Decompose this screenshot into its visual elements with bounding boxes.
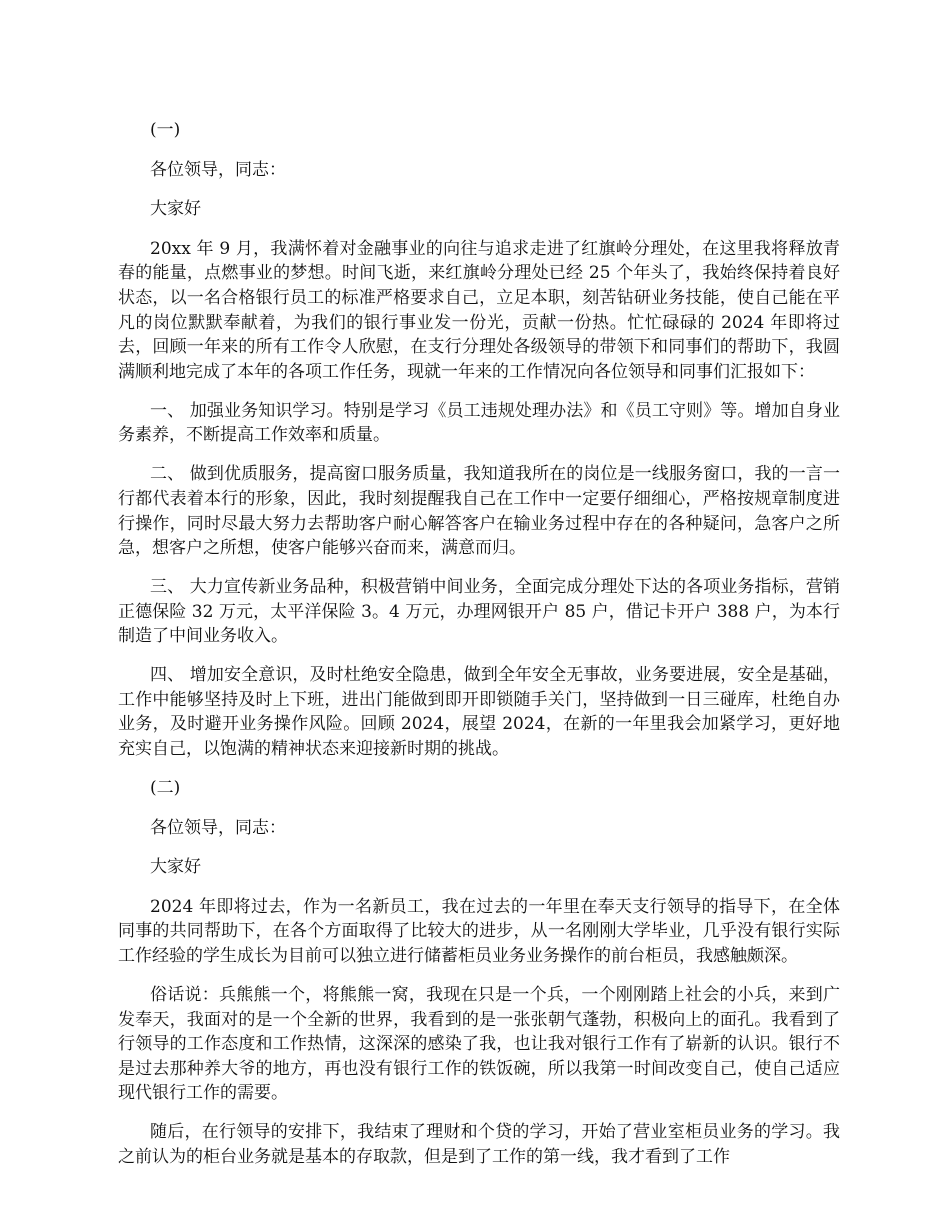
document-page: [118, 118, 840, 1184]
paragraph-body-1: 俗话说：兵熊熊一个，将熊熊一窝，我现在只是一个兵，一个刚刚踏上社会的小兵，来到广发奉天，我面对的是一个全新的世界，我看到的是一张张朝气蓬勃，积极向上的面孔。我看到了行领导的工作态度和工作热情，这深深的感染了我，也让我对银行工作有了崭新的认识。银行不是过去那种养大爷的地方，再也没有银行工作的铁饭碗，所以我第一时间改变自己，使自己适应现代银行工作的需要。: [118, 984, 840, 1104]
greeting-1: 大家好: [150, 199, 201, 220]
paragraph-body-2: 随后，在行领导的安排下，我结束了理财和个贷的学习，开始了营业室柜员业务的学习。我之前认为的柜台业务就是基本的存取款，但是到了工作的第一线，我才看到了工作: [118, 1122, 840, 1167]
paragraph-item-1: 一、 加强业务知识学习。特别是学习《员工违规处理办法》和《员工守则》等。增加自身业务素养，不断提高工作效率和质量。: [118, 400, 840, 446]
salutation-2: 各位领导，同志：: [150, 817, 286, 838]
paragraph-item-4: 四、 增加安全意识，及时杜绝安全隐患，做到全年安全无事故，业务要进展，安全是基础，工作中能够坚持及时上下班，进出门能做到即开即锁随手关门，坚持做到一日三碰库，杜绝自办业务，及时避开业务操作风险。回顾 2024，展望 2024，在新的一年里我会加紧学习，更好地充实自己，以饱满的精神状态来迎接新时期的挑战。: [118, 665, 840, 760]
paragraph-intro-1: 20xx 年 9 月，我满怀着对金融事业的向往与追求走进了红旗岭分理处，在这里我将释放青春的能量，点燃事业的梦想。时间飞逝，来红旗岭分理处已经 25 个年头了，我始终保持着良好状态，以一名合格银行员工的标准严格要求自己，立足本职，刻苦钻研业务技能，使自己能在平凡的岗位默默奉献着，为我们的银行事业发一份光，贡献一份热。忙忙碌碌的 2024 年即将过去，回顾一年来的所有工作令人欣慰，在支行分理处各级领导的带领下和同事们的帮助下，我圆满顺利地完成了本年的各项工作任务，现就一年来的工作情况向各位领导和同事们汇报如下：: [118, 238, 840, 382]
paragraph-item-3: 三、 大力宣传新业务品种，积极营销中间业务，全面完成分理处下达的各项业务指标，营销正德保险 32 万元，太平洋保险 3。4 万元，办理网银开户 85 户，借记卡开户 388 户，为本行制造了中间业务收入。: [118, 577, 840, 647]
paragraph-item-2: 二、 做到优质服务，提高窗口服务质量，我知道我所在的岗位是一线服务窗口，我的一言一行都代表着本行的形象，因此，我时刻提醒我自己在工作中一定要仔细细心，严格按规章制度进行操作，同时尽最大努力去帮助客户耐心解答客户在输业务过程中存在的各种疑问，急客户之所急，想客户之所想，使客户能够兴奋而来，满意而归。: [118, 464, 840, 559]
salutation-1: 各位领导，同志：: [150, 159, 286, 180]
greeting-2: 大家好: [150, 857, 201, 878]
section-heading-2: (二): [150, 778, 181, 799]
section-heading-1: (一): [150, 120, 181, 140]
paragraph-intro-2: 2024 年即将过去，作为一名新员工，我在过去的一年里在奉天支行领导的指导下，在全体同事的共同帮助下，在各个方面取得了比较大的进步，从一名刚刚大学毕业，几乎没有银行实际工作经验的学生成长为目前可以独立进行储蓄柜员业务业务操作的前台柜员，我感触颇深。: [118, 896, 840, 966]
